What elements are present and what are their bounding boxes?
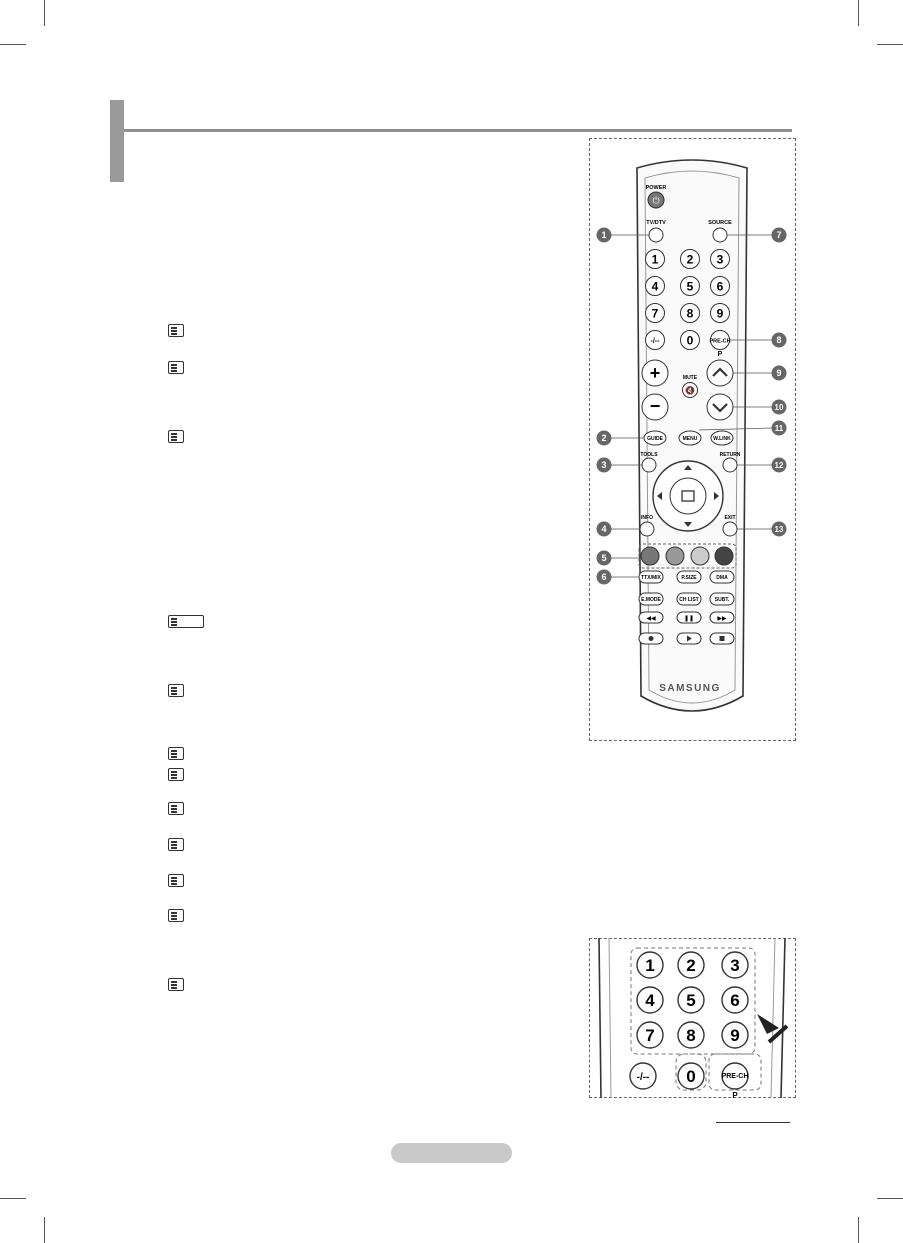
green-button[interactable] [666, 547, 684, 565]
tvdtv-label: TV/DTV [646, 220, 666, 226]
teletext-index-icon [168, 838, 184, 851]
callout-label: 2 [601, 433, 607, 443]
power-label: POWER [645, 185, 667, 191]
zoom-digit-label: 4 [645, 991, 655, 1010]
callout-label: 12 [774, 461, 784, 470]
zoom-p-label: P [732, 1091, 738, 1098]
mute-label: MUTE [682, 375, 698, 381]
dash-label: -/-- [650, 338, 660, 345]
digit-label: 6 [716, 279, 724, 294]
subt-label: SUBT. [714, 597, 730, 603]
return-label: RETURN [719, 452, 741, 458]
crop-mark [858, 0, 859, 26]
callout-label: 9 [776, 368, 782, 378]
teletext-reveal-icon [168, 430, 184, 443]
header-accent-bar [110, 100, 124, 182]
wlink-label: W.LINK [713, 436, 731, 442]
pointer-arrow-icon [757, 1014, 779, 1034]
callout-label: 1 [601, 230, 607, 240]
zoom-digit-label: 2 [686, 956, 696, 975]
guide-label: GUIDE [647, 436, 663, 442]
callout-label: 6 [601, 572, 607, 582]
callout-label: 13 [774, 525, 784, 534]
brand-logo: SAMSUNG [659, 683, 721, 694]
dma-label: DMA [716, 575, 728, 581]
zoom-digit-label: 9 [730, 1026, 740, 1045]
zoom-dash-label: -/-- [636, 1072, 650, 1083]
tools-label: TOOLS [640, 452, 658, 458]
yellow-button[interactable] [691, 547, 709, 565]
page-number-pill [391, 1143, 512, 1163]
rewind-icon: ◀◀ [646, 616, 656, 622]
zoom-digit-label: 1 [645, 956, 655, 975]
callout-label: 4 [601, 524, 607, 534]
teletext-size-icon [168, 361, 184, 374]
source-button[interactable] [713, 228, 727, 242]
emode-label: E.MODE [641, 597, 661, 603]
enter-button[interactable] [670, 478, 706, 514]
digit-label: 9 [716, 306, 724, 321]
digit-label: 7 [651, 306, 659, 321]
teletext-store-icon [168, 768, 184, 781]
tools-button[interactable] [642, 458, 656, 472]
zoom-digit-label: 8 [686, 1026, 696, 1045]
digit-label: 8 [686, 306, 694, 321]
teletext-cancel-icon [168, 978, 184, 991]
crop-mark [858, 1217, 859, 1243]
digit-label: 3 [716, 252, 724, 267]
teletext-display-icon [168, 324, 184, 337]
minus-icon: − [649, 396, 661, 416]
blue-button[interactable] [715, 547, 733, 565]
teletext-mode-icon [168, 874, 184, 887]
crop-mark [44, 1217, 45, 1243]
callout-label: 3 [601, 460, 607, 470]
teletext-mix-icon [168, 615, 204, 628]
info-button[interactable] [640, 522, 654, 536]
crop-mark [877, 1198, 903, 1199]
crop-mark [0, 44, 26, 45]
p-label: P [717, 351, 723, 358]
callout-label: 7 [776, 230, 782, 240]
teletext-subpage-icon [168, 684, 184, 697]
teletext-display-icon [168, 747, 184, 760]
digit-label: 5 [686, 279, 694, 294]
zoom-prech-label: PRE-CH [721, 1073, 749, 1080]
digit-label: 2 [686, 252, 694, 267]
footnote-rule [716, 1122, 790, 1123]
digit-label: 1 [651, 252, 659, 267]
zoom-digit-label: 5 [686, 991, 696, 1010]
menu-label: MENU [682, 436, 698, 442]
crop-mark [877, 44, 903, 45]
red-button[interactable] [641, 547, 659, 565]
teletext-hold-icon [168, 802, 184, 815]
teletext-page-icon [168, 909, 184, 922]
psize-label: P.SIZE [681, 575, 697, 581]
info-label: INFO [641, 515, 653, 521]
crop-mark [0, 1198, 26, 1199]
channel-down-button[interactable] [707, 394, 733, 420]
zoom-digit-label: 3 [730, 956, 740, 975]
zoom-digit-label: 7 [645, 1026, 655, 1045]
crop-mark [44, 0, 45, 26]
ttx-label: TTX/MIX [641, 575, 661, 581]
zero-label: 0 [686, 333, 694, 348]
plus-icon: + [649, 363, 661, 383]
keypad-zoom-illustration [589, 938, 796, 1098]
tvdtv-button[interactable] [649, 228, 663, 242]
exit-button[interactable] [723, 522, 737, 536]
channel-up-button[interactable] [707, 360, 733, 386]
stop-icon [720, 636, 725, 641]
chlist-label: CH LIST [679, 597, 699, 603]
callout-label: 5 [601, 553, 607, 563]
callout-label: 11 [774, 424, 784, 433]
return-button[interactable] [723, 458, 737, 472]
callout-label: 8 [776, 335, 782, 345]
fast-forward-icon: ▶▶ [717, 616, 727, 622]
remote-illustration [589, 138, 796, 741]
callout-label: 10 [774, 403, 784, 412]
header-rule [124, 129, 792, 132]
mute-icon: 🔇 [685, 386, 695, 395]
record-icon [649, 636, 654, 641]
source-label: SOURCE [708, 220, 732, 226]
pause-icon: ❚❚ [683, 616, 695, 622]
digit-label: 4 [651, 279, 659, 294]
zoom-zero-label: 0 [686, 1067, 696, 1086]
zoom-digit-label: 6 [730, 991, 740, 1010]
exit-label: EXIT [724, 515, 736, 521]
prech-label: PRE-CH [709, 338, 731, 345]
power-icon: ⏻ [652, 195, 660, 206]
